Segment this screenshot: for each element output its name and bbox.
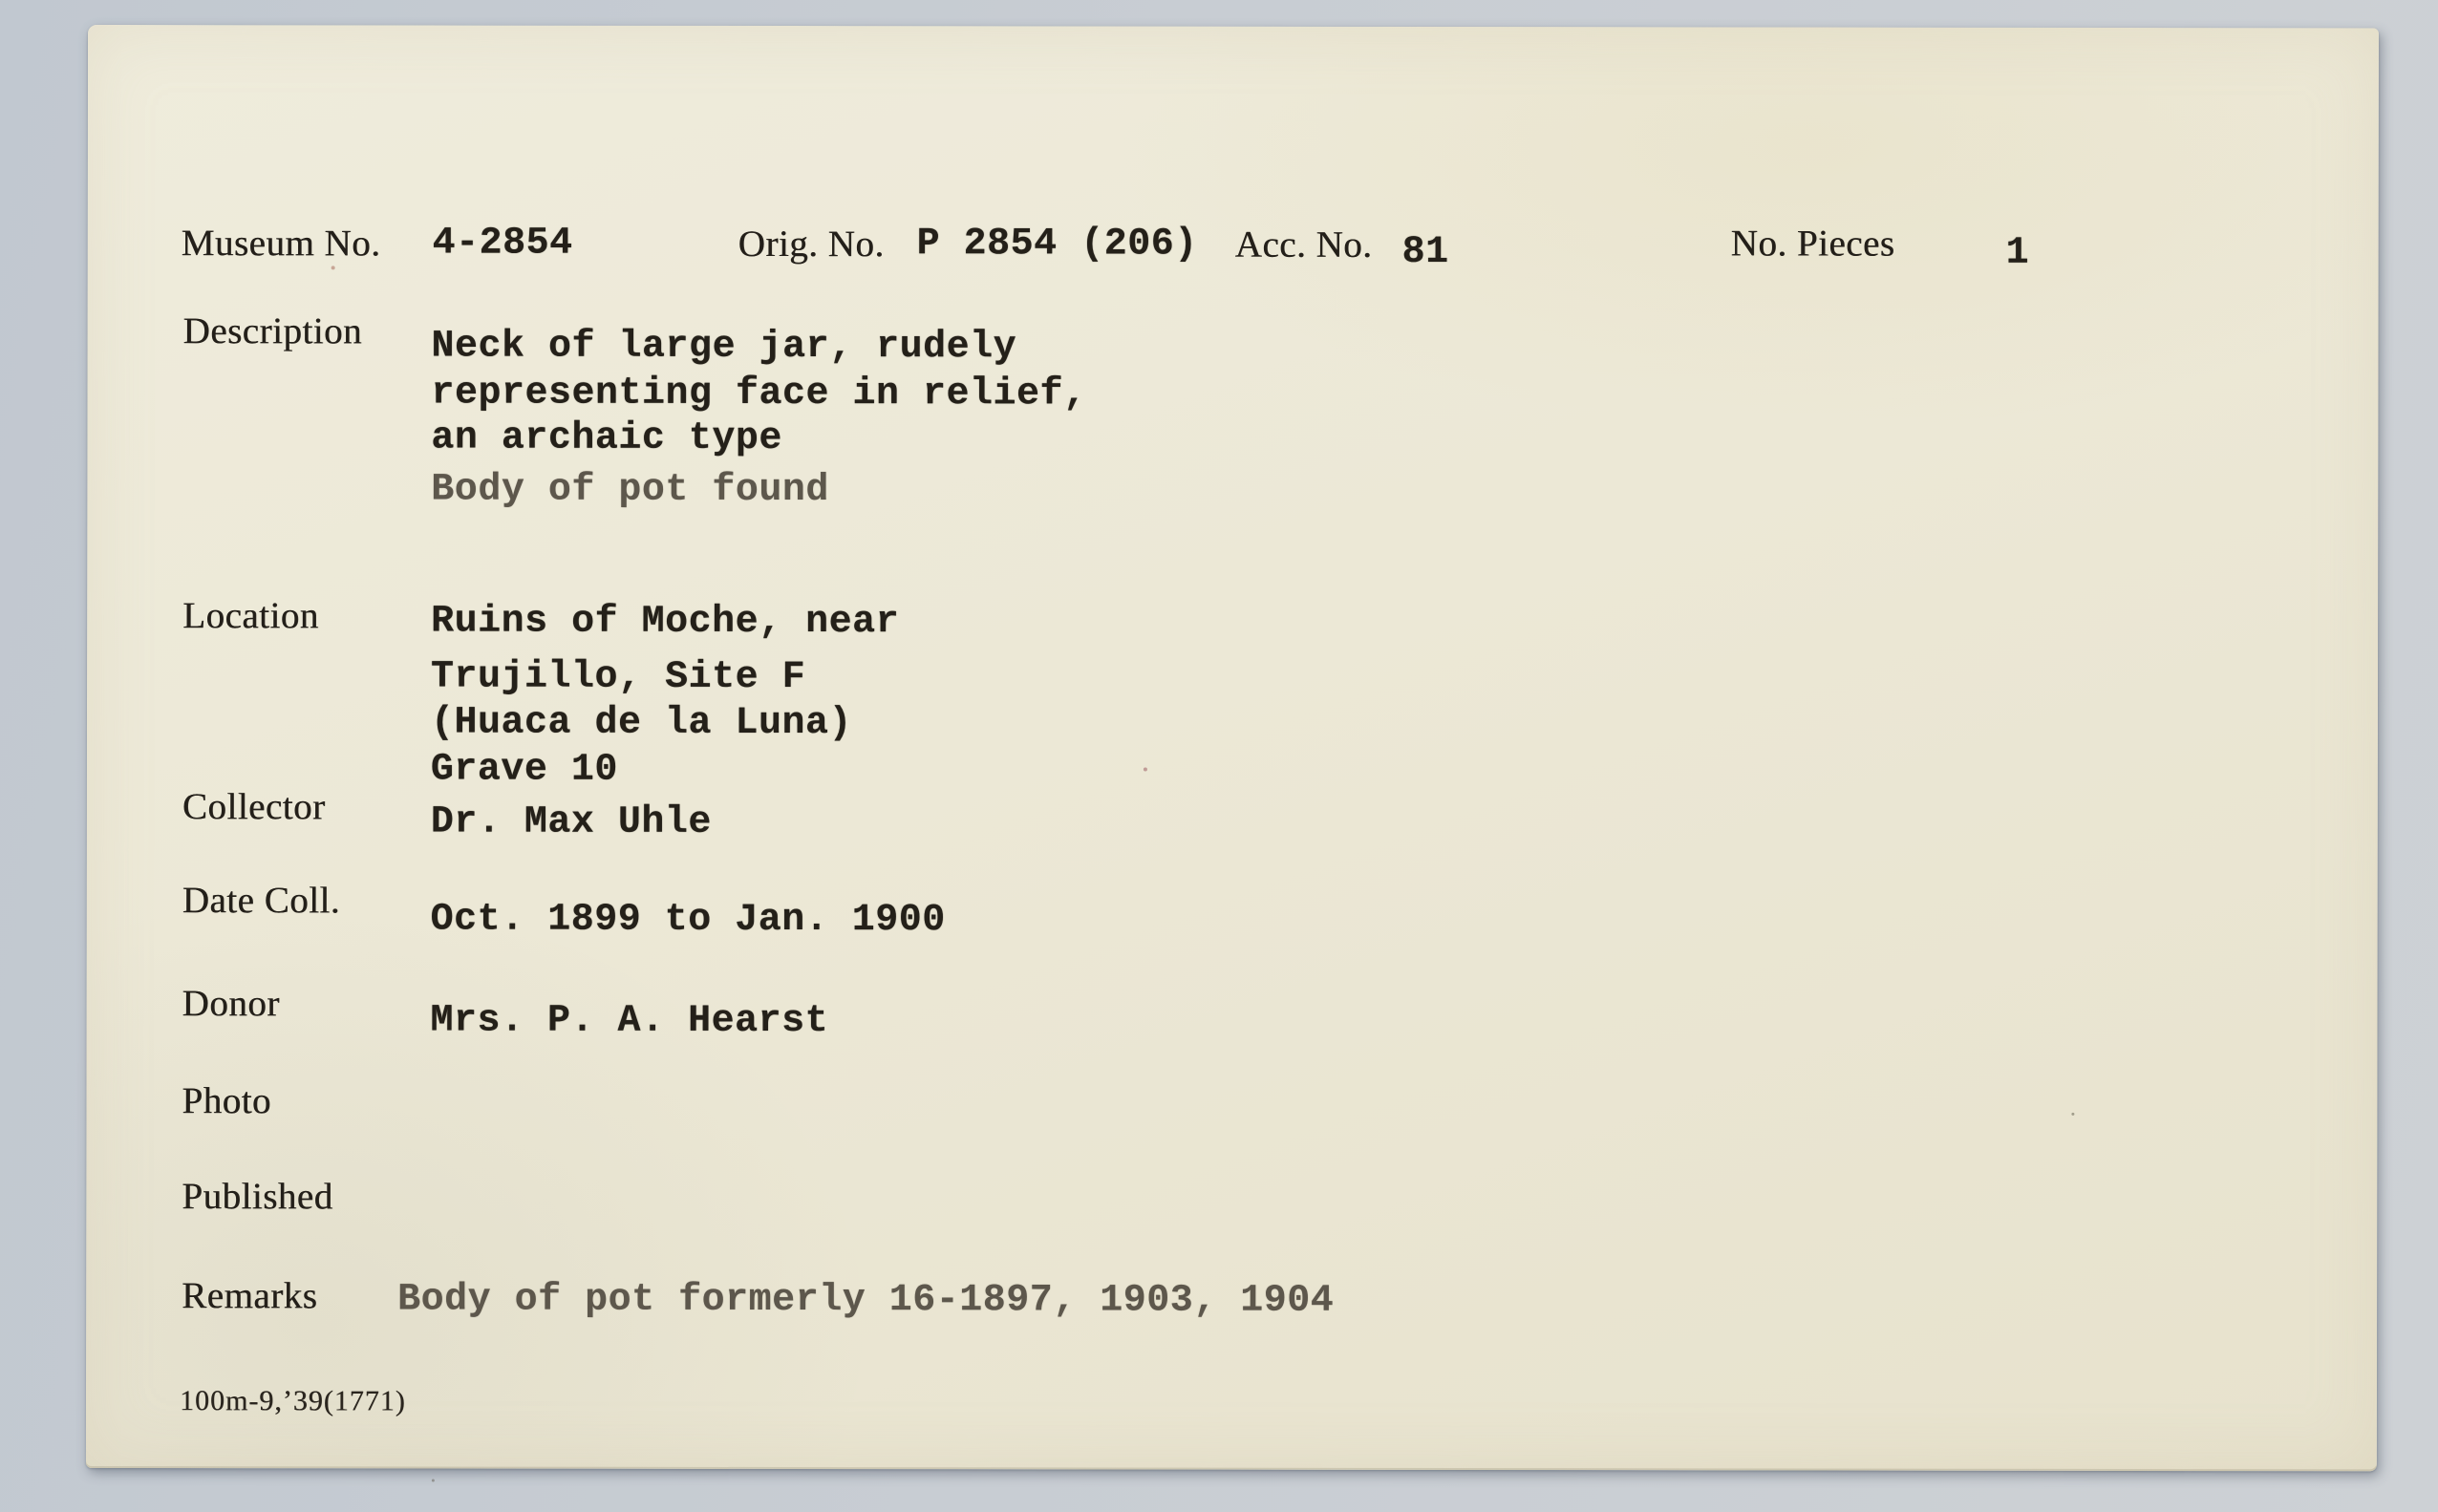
description-line: Neck of large jar, rudely xyxy=(431,325,1017,370)
museum-no-value: 4-2854 xyxy=(432,222,573,266)
paper-speck xyxy=(432,1480,435,1482)
no-pieces-value: 1 xyxy=(2005,231,2030,275)
paper-speck xyxy=(1144,768,1147,772)
location-label: Location xyxy=(182,595,319,637)
location-line: Grave 10 xyxy=(430,748,618,792)
published-label: Published xyxy=(182,1176,333,1218)
paper-speck xyxy=(331,266,335,269)
location-line: Trujillo, Site F xyxy=(431,655,806,700)
orig-no-value: P 2854 (206) xyxy=(916,223,1198,266)
orig-no-label: Orig. No. xyxy=(738,223,885,266)
description-line: representing face in relief, xyxy=(431,372,1087,416)
location-line: Ruins of Moche, near xyxy=(431,600,900,645)
acc-no-value: 81 xyxy=(1401,230,1449,274)
acc-no-label: Acc. No. xyxy=(1234,224,1373,266)
description-line: an archaic type xyxy=(431,416,782,461)
no-pieces-label: No. Pieces xyxy=(1730,223,1895,265)
location-line: (Huaca de la Luna) xyxy=(430,701,853,746)
remarks-value: Body of pot formerly 16-1897, 1903, 1904 xyxy=(397,1278,1335,1323)
description-label: Description xyxy=(182,310,363,352)
form-number: 100m-9,’39(1771) xyxy=(179,1385,406,1417)
remarks-label: Remarks xyxy=(182,1275,318,1317)
museum-no-label: Museum No. xyxy=(181,223,381,265)
date-coll-label: Date Coll. xyxy=(182,880,341,922)
collector-value: Dr. Max Uhle xyxy=(430,800,712,844)
description-line-faded: Body of pot found xyxy=(431,468,829,513)
donor-label: Donor xyxy=(182,983,280,1025)
paper-speck xyxy=(2071,1113,2074,1116)
photo-label: Photo xyxy=(182,1080,271,1122)
catalog-card xyxy=(86,25,2379,1471)
donor-value: Mrs. P. A. Hearst xyxy=(430,999,829,1044)
date-coll-value: Oct. 1899 to Jan. 1900 xyxy=(430,898,946,943)
collector-label: Collector xyxy=(182,786,326,828)
